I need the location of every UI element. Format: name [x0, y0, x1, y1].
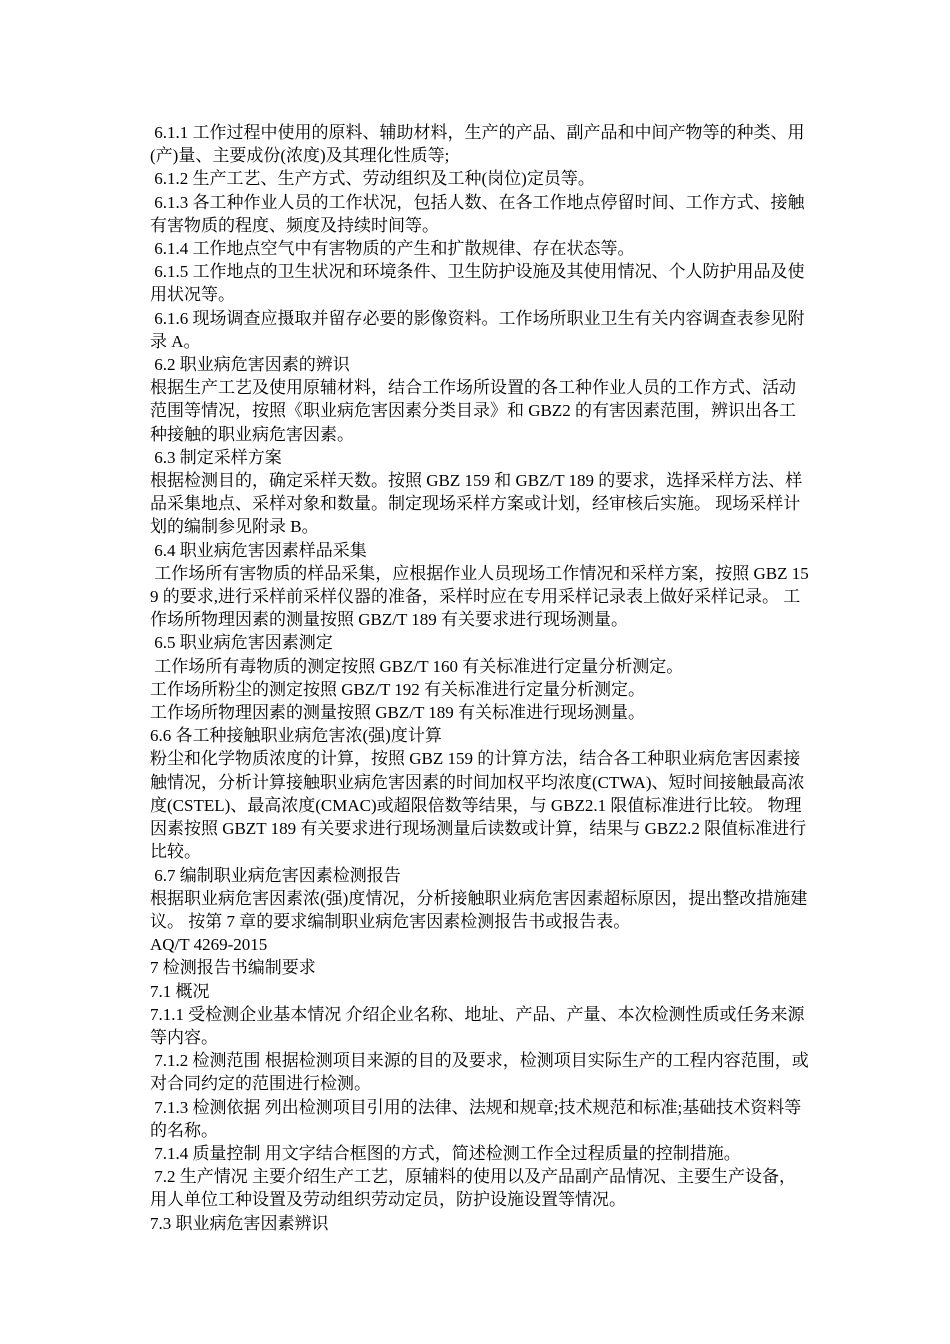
paragraph-6-3-body: 根据检测目的，确定采样天数。按照 GBZ 159 和 GBZ/T 189 的要求，选择采样方法、样品采集地点、采样对象和数量。制定现场采样方案或计划，经审核后实施。 现场采样计划的编制参见附录 B。 [150, 471, 803, 537]
heading-6-2: 6.2 职业病危害因素的辨识 [150, 355, 350, 375]
heading-6-6: 6.6 各工种接触职业病危害浓(强)度计算 [150, 726, 442, 746]
paragraph-7-1-2: 7.1.2 检测范围 根据检测项目来源的目的及要求，检测项目实际生产的工程内容范围，或对合同约定的范围进行检测。 [150, 1051, 809, 1094]
heading-6-3: 6.3 制定采样方案 [150, 447, 282, 467]
paragraph-6-1-4: 6.1.4 工作地点空气中有害物质的产生和扩散规律、存在状态等。 [150, 239, 635, 259]
heading-7: 7 检测报告书编制要求 [150, 958, 316, 978]
paragraph-6-5-physical: 工作场所物理因素的测量按照 GBZ/T 189 有关标准进行现场测量。 [150, 703, 646, 723]
paragraph-6-2-body: 根据生产工艺及使用原辅材料，结合工作场所设置的各工种作业人员的工作方式、活动范围等情况，按照《职业病危害因素分类目录》和 GBZ2 的有害因素范围，辨识出各工种接触的职业病危害因素。 [150, 378, 796, 444]
standard-code: AQ/T 4269-2015 [150, 935, 268, 955]
paragraph-6-7-body: 根据职业病危害因素浓(强)度情况，分析接触职业病危害因素超标原因，提出整改措施建议。 按第 7 章的要求编制职业病危害因素检测报告书或报告表。 [150, 888, 808, 931]
paragraph-6-5-toxic: 工作场所有毒物质的测定按照 GBZ/T 160 有关标准进行定量分析测定。 [150, 656, 684, 676]
paragraph-6-5-dust: 工作场所粉尘的测定按照 GBZ/T 192 有关标准进行定量分析测定。 [150, 679, 646, 699]
heading-6-4: 6.4 职业病危害因素样品采集 [150, 540, 367, 560]
paragraph-7-1-1: 7.1.1 受检测企业基本情况 介绍企业名称、地址、产品、产量、本次检测性质或任务来源等内容。 [150, 1004, 805, 1047]
heading-6-5: 6.5 职业病危害因素测定 [150, 633, 333, 653]
paragraph-7-1-3: 7.1.3 检测依据 列出检测项目引用的法律、法规和规章;技术规范和标准;基础技术资料等的名称。 [150, 1097, 802, 1140]
paragraph-6-1-5: 6.1.5 工作地点的卫生状况和环境条件、卫生防护设施及其使用情况、个人防护用品及使用状况等。 [150, 262, 805, 305]
heading-6-7: 6.7 编制职业病危害因素检测报告 [150, 865, 401, 885]
paragraph-6-1-2: 6.1.2 生产工艺、生产方式、劳动组织及工种(岗位)定员等。 [150, 169, 595, 189]
heading-7-1: 7.1 概况 [150, 981, 210, 1001]
heading-7-3: 7.3 职业病危害因素辨识 [150, 1213, 329, 1233]
paragraph-6-1-1: 6.1.1 工作过程中使用的原料、辅助材料，生产的产品、副产品和中间产物等的种类、用(产)量、主要成份(浓度)及其理化性质等; [150, 123, 805, 166]
paragraph-6-6-body: 粉尘和化学物质浓度的计算，按照 GBZ 159 的计算方法，结合各工种职业病危害因素接触情况，分析计算接触职业病危害因素的时间加权平均浓度(CTWA)、短时间接触最高浓度(CSTEL)、最高浓度(CMAC)或超限倍数等结果，与 GBZ2.1 限值标准进行比较。 物理因素按照 GBZT 189 有关要求进行现场测量后读数或计算，结果与 GBZ2.2 限值标准进行比较。 [150, 749, 807, 862]
paragraph-7-2: 7.2 生产情况 主要介绍生产工艺，原辅料的使用以及产品副产品情况、主要生产设备，用人单位工种设置及劳动组织劳动定员，防护设施设置等情况。 [150, 1167, 796, 1210]
paragraph-6-1-6: 6.1.6 现场调查应摄取并留存必要的影像资料。工作场所职业卫生有关内容调查表参见附录 A。 [150, 308, 805, 351]
paragraph-7-1-4: 7.1.4 质量控制 用文字结合框图的方式，简述检测工作全过程质量的控制措施。 [150, 1143, 741, 1163]
paragraph-6-4-body: 工作场所有害物质的样品采集，应根据作业人员现场工作情况和采样方案，按照 GBZ 159 的要求,进行采样前采样仪器的准备，采样时应在专用采样记录表上做好采样记录。 工作场所物理因素的测量按照 GBZ/T 189 有关要求进行现场测量。 [150, 563, 809, 630]
document-body [150, 121, 810, 1235]
paragraph-6-1-3: 6.1.3 各工种作业人员的工作状况，包括人数、在各工作地点停留时间、工作方式、接触有害物质的程度、频度及持续时间等。 [150, 192, 805, 235]
